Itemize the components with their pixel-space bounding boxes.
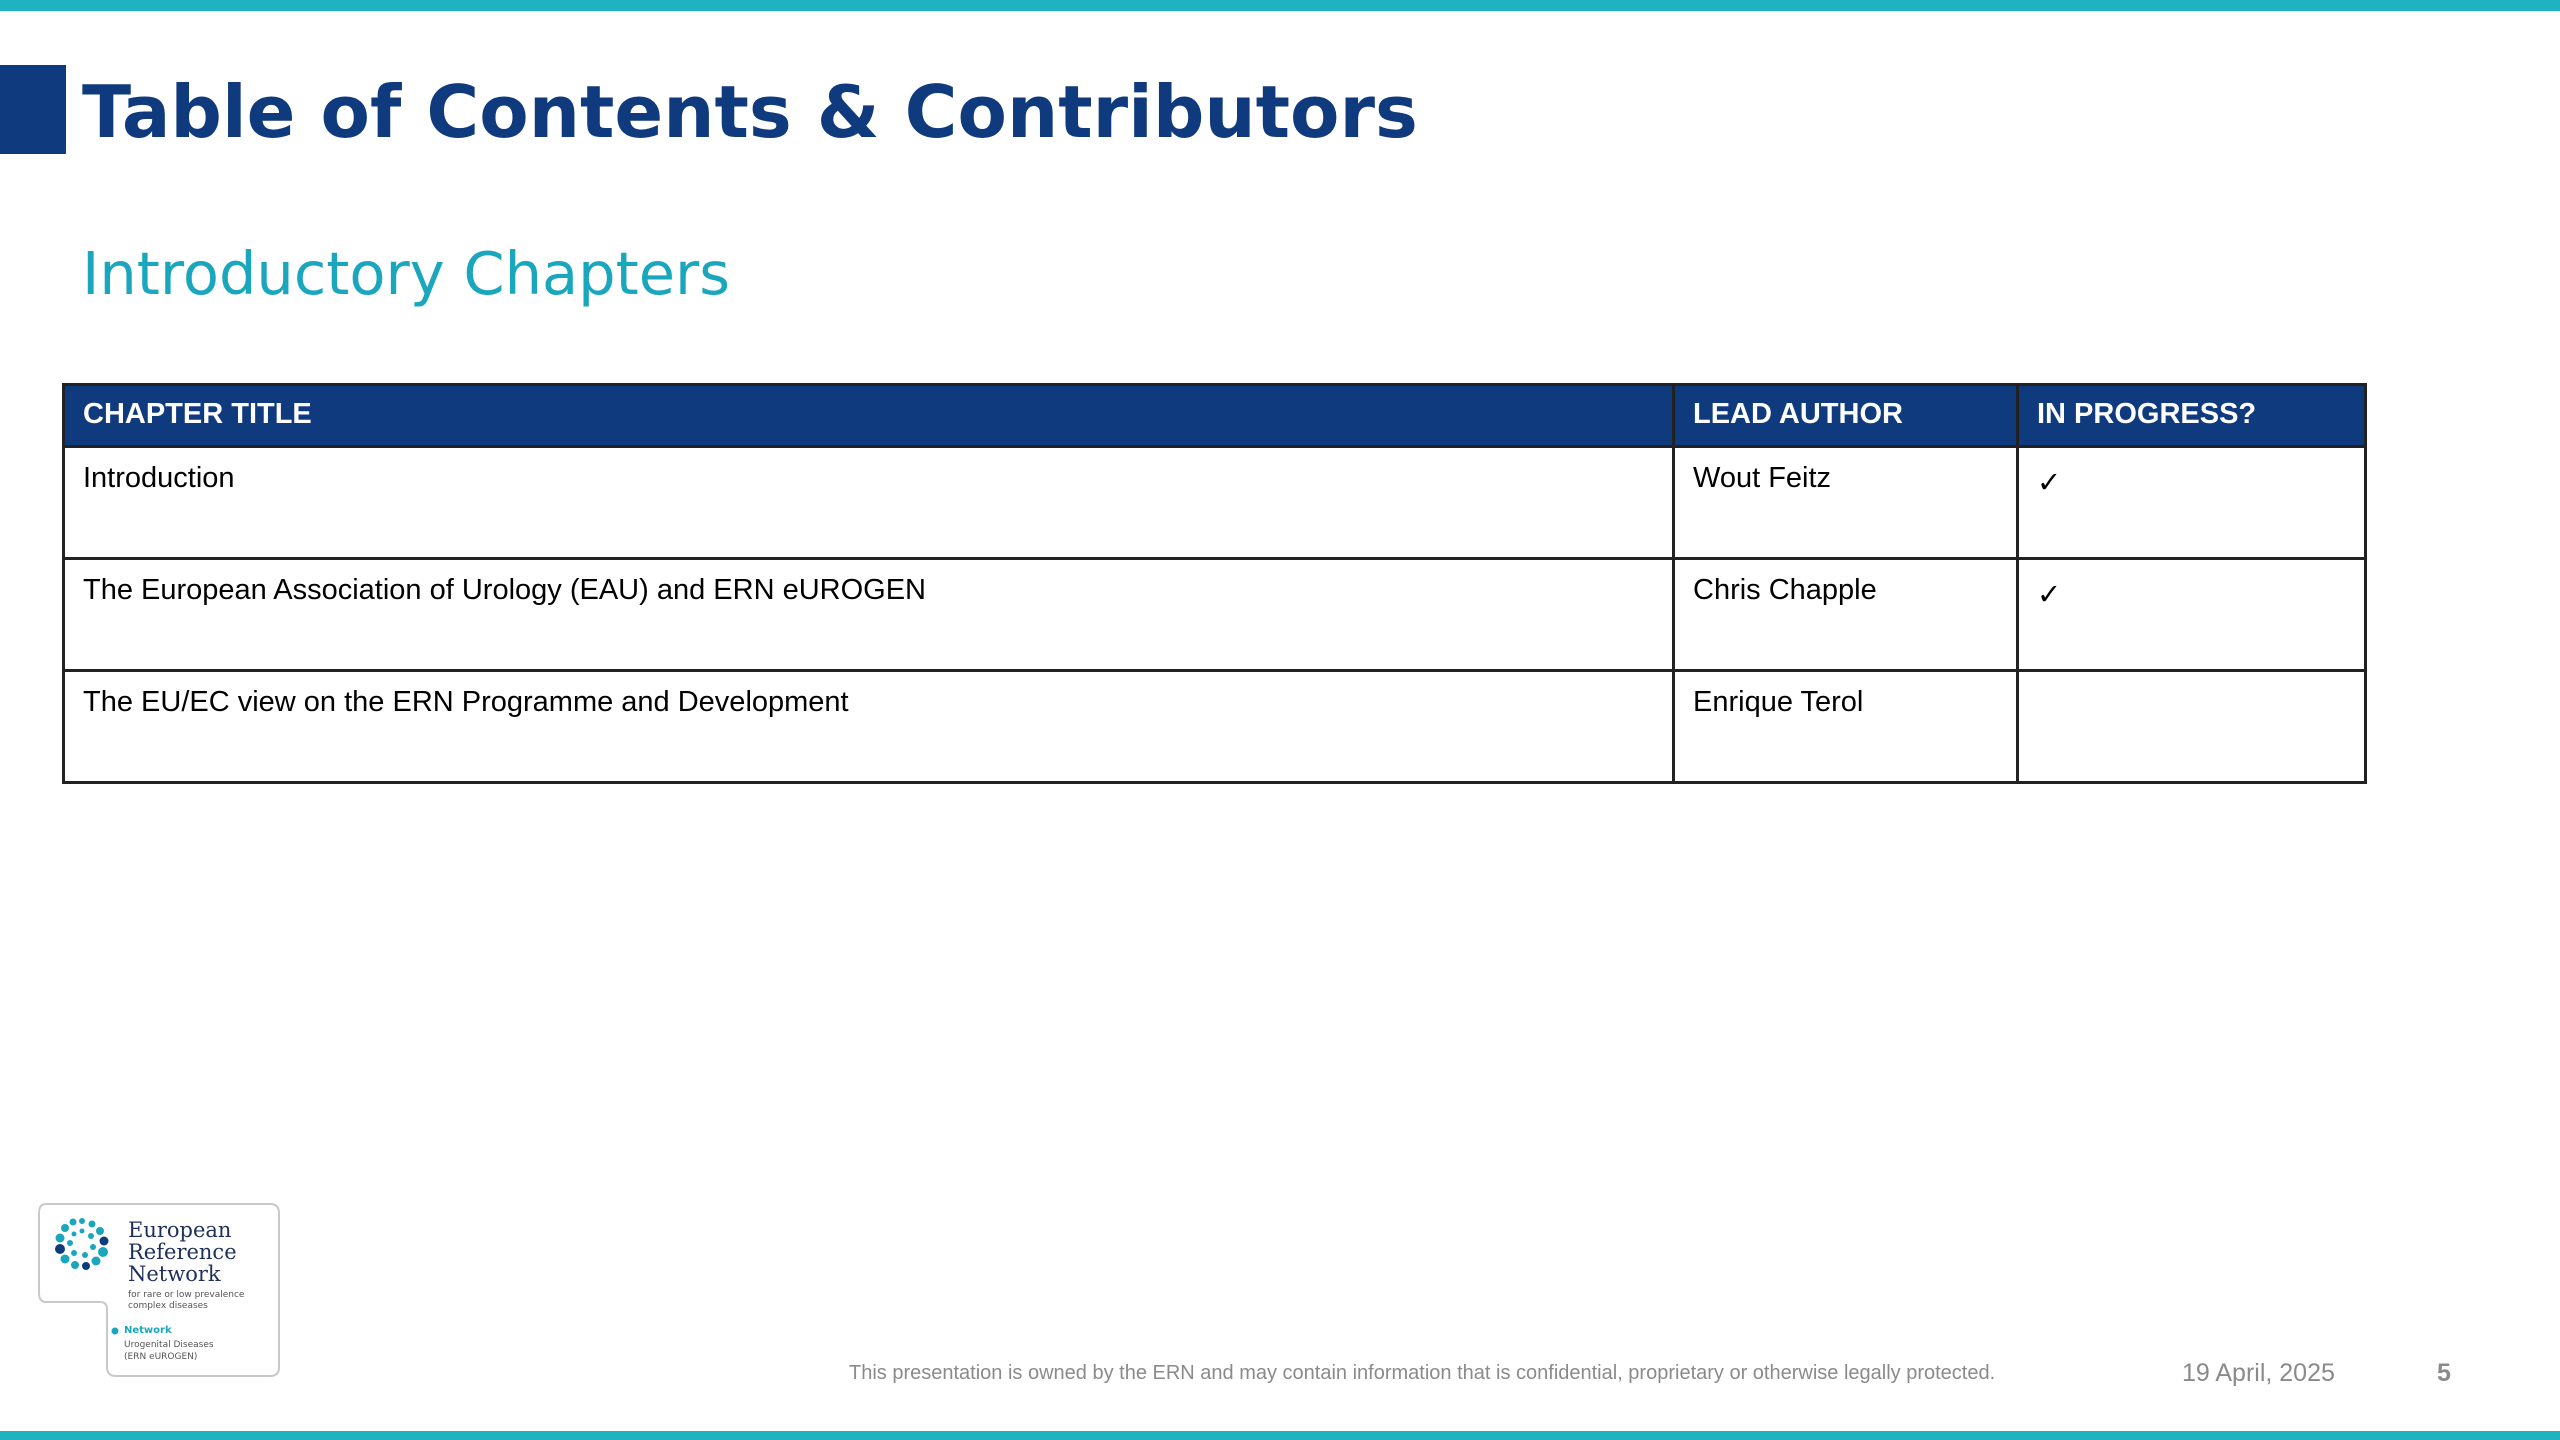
table-row [64, 447, 2366, 559]
table-row [64, 671, 2366, 783]
logo-network-label: Network [124, 1325, 172, 1336]
page-number: 5 [2437, 1359, 2451, 1387]
logo-text-european: European [128, 1218, 232, 1242]
footer-date: 19 April, 2025 [2182, 1359, 2335, 1387]
page-title: Table of Contents & Contributors [82, 70, 1418, 154]
chapter-title-cell: The European Association of Urology (EAU) and ERN eUROGEN [64, 559, 1674, 671]
contents-table [62, 383, 2367, 784]
in-progress-cell [2018, 671, 2366, 783]
logo-network-name: Urogenital Diseases [124, 1340, 214, 1350]
checkmark-icon: ✓ [2037, 465, 2062, 499]
logo-network-code: (ERN eUROGEN) [124, 1352, 198, 1362]
title-marker-block [0, 65, 66, 154]
lead-author-cell: Enrique Terol [1674, 671, 2018, 783]
bottom-accent-bar [0, 1431, 2560, 1440]
top-accent-bar [0, 0, 2560, 11]
ern-logo [38, 1203, 280, 1377]
checkmark-icon: ✓ [2037, 577, 2062, 611]
lead-author-cell: Chris Chapple [1674, 559, 2018, 671]
lead-author-cell: Wout Feitz [1674, 447, 2018, 559]
logo-tagline-2: complex diseases [128, 1301, 208, 1311]
header-lead-author: LEAD AUTHOR [1674, 385, 2018, 447]
chapter-title-cell: The EU/EC view on the ERN Programme and Development [64, 671, 1674, 783]
header-in-progress: IN PROGRESS? [2018, 385, 2366, 447]
table-row [64, 559, 2366, 671]
header-chapter-title: CHAPTER TITLE [64, 385, 1674, 447]
chapter-title-cell: Introduction [64, 447, 1674, 559]
section-heading: Introductory Chapters [82, 239, 731, 308]
in-progress-cell [2018, 447, 2366, 559]
footer-disclaimer: This presentation is owned by the ERN and may contain information that is confidential, proprietary or otherwise legally protected. [849, 1362, 1996, 1384]
in-progress-cell [2018, 559, 2366, 671]
logo-tagline-1: for rare or low prevalence [128, 1290, 245, 1300]
logo-text-network: Network [128, 1262, 221, 1286]
logo-text-reference: Reference [128, 1240, 237, 1264]
table-header-row [64, 385, 2366, 447]
